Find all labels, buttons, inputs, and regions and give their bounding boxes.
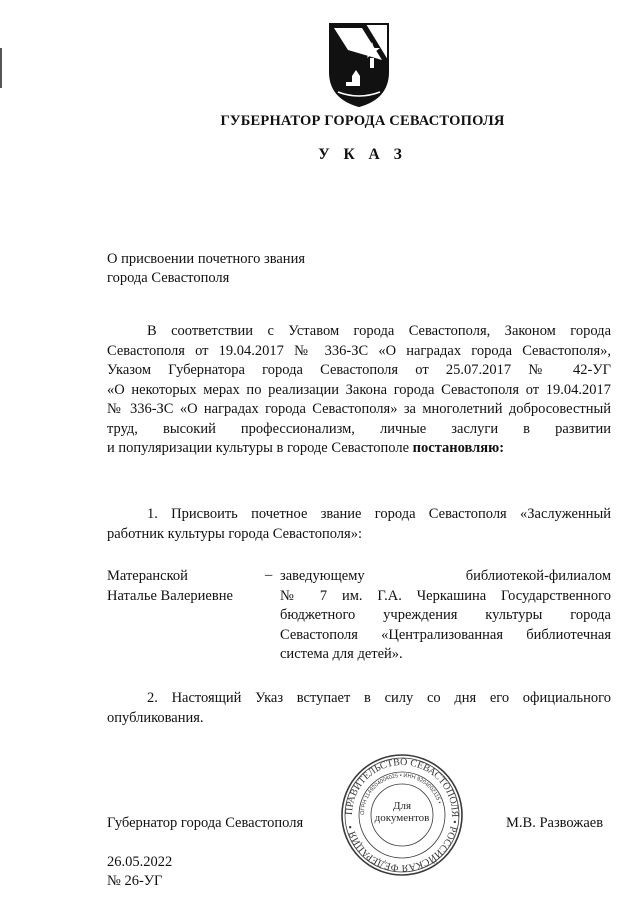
seal-center-line: документов bbox=[374, 812, 430, 824]
subject-line: О присвоении почетного звания bbox=[107, 251, 305, 267]
subject-line: города Севастополя bbox=[107, 270, 230, 286]
resolve-word: постановляю: bbox=[412, 440, 505, 456]
awardee-position bbox=[280, 567, 611, 665]
sevastopol-coat-of-arms-icon bbox=[326, 20, 392, 108]
preamble-line: В соответствии с Уставом города Севастополя, Законом города bbox=[147, 323, 611, 339]
preamble-line: труд, высокий профессионализм, личные заслуги в развитии bbox=[107, 420, 611, 437]
preamble-line: № 336-ЗС «О наградах города Севастополя» за многолетний добросовестный bbox=[107, 401, 611, 417]
document-type-title: У К А З bbox=[318, 146, 407, 163]
seal-center-line: Для bbox=[392, 800, 412, 812]
preamble-line: Севастополя от 19.04.2017 № 336-ЗС «О наградах города Севастополя», bbox=[107, 342, 611, 359]
position-line: система для детей». bbox=[280, 646, 403, 662]
preamble-paragraph bbox=[107, 322, 611, 459]
position-line: Севастополя «Централизованная библиотечная bbox=[280, 626, 611, 643]
preamble-last-line bbox=[107, 439, 611, 459]
item-line: 1. Присвоить почетное звание города Севастополя «Заслуженный bbox=[147, 506, 611, 522]
item-line: работник культуры города Севастополя»: bbox=[107, 525, 362, 542]
seal-outer-text-path: ПРАВИТЕЛЬСТВО СЕВАСТОПОЛЯ • РОССИЙСКАЯ ФЕДЕРАЦИЯ • bbox=[343, 756, 461, 874]
preamble-line: «О некоторых мерах по реализации Закона города Севастополя от 19.04.2017 bbox=[107, 381, 611, 398]
awardee-name bbox=[107, 567, 233, 606]
item-line: опубликования. bbox=[107, 709, 204, 726]
position-line: бюджетного учреждения культуры города bbox=[280, 607, 611, 623]
decree-subject bbox=[107, 250, 305, 288]
awardee-dash: – bbox=[265, 567, 273, 583]
item-line: 2. Настоящий Указ вступает в силу со дня его официального bbox=[147, 690, 611, 706]
awardee-given-names: Наталье Валериевне bbox=[107, 587, 233, 604]
signatory-name: М.В. Развожаев bbox=[506, 815, 604, 831]
signatory-title: Губернатор города Севастополя bbox=[107, 815, 304, 831]
decree-item-1 bbox=[107, 505, 611, 544]
scan-edge-mark bbox=[0, 48, 2, 88]
position-line: заведующему библиотекой-филиалом bbox=[280, 568, 611, 584]
awardee-surname: Матеранской bbox=[107, 568, 188, 584]
document-number: № 26-УГ bbox=[107, 873, 163, 889]
preamble-line: Указом Губернатора города Севастополя от 25.07.2017 № 42-УГ bbox=[107, 362, 611, 378]
document-registration bbox=[107, 853, 172, 891]
seal-center-text bbox=[340, 800, 464, 824]
seal-inner-text-path: ОГРН 1149204004025 • ИНН 9204002115 • bbox=[359, 772, 443, 816]
issuing-authority-title: ГУБЕРНАТОР ГОРОДА СЕВАСТОПОЛЯ bbox=[220, 113, 505, 129]
position-line: № 7 им. Г.А. Черкашина Государственного bbox=[280, 587, 611, 604]
document-date: 26.05.2022 bbox=[107, 854, 173, 870]
preamble-line-text: и популяризации культуры в городе Севастополе bbox=[107, 440, 410, 456]
decree-item-2 bbox=[107, 689, 611, 728]
